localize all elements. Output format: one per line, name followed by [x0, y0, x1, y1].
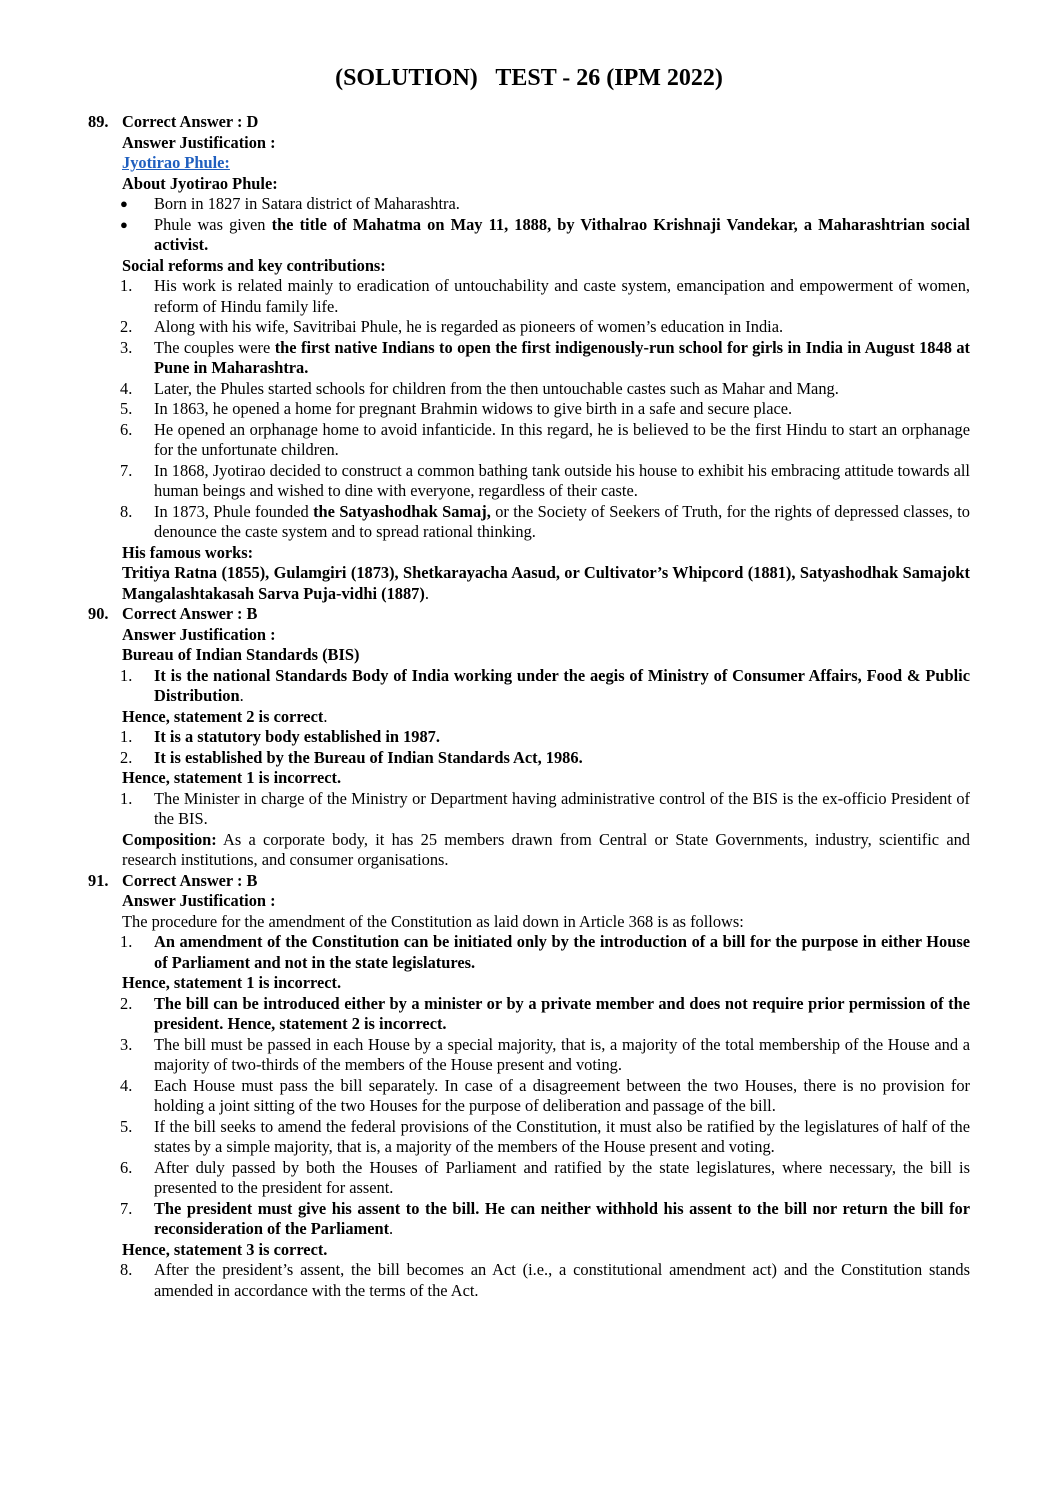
- q91-hence-3: Hence, statement 3 is correct.: [122, 1239, 328, 1259]
- list-item: 1. His work is related mainly to eradication of untouchability and caste system, emancipation and empowerment of women, reform of Hindu family life.: [120, 276, 970, 316]
- q91-correct-answer: Correct Answer : B: [122, 870, 258, 890]
- list-item: 2. Along with his wife, Savitribai Phule, he is regarded as pioneers of women’s education in India.: [120, 317, 784, 336]
- list-item: 4. Later, the Phules started schools for children from the then untouchable castes such as Mahar and Mang.: [120, 378, 839, 398]
- list-item: 7. The president must give his assent to the bill. He can neither withhold his assent to the bill nor return the bill for reconsideration of the Parliament.: [120, 1198, 970, 1238]
- q90-correct-answer: Correct Answer : B: [122, 604, 258, 623]
- q91-number: 91.: [88, 870, 109, 890]
- list-item: 7. In 1868, Jyotirao decided to construct a common bathing tank outside his house to exhibit his embracing attitude towards all human beings and wished to dine with everyone, regardless of their caste.: [120, 460, 970, 500]
- page-title: (SOLUTION) TEST - 26 (IPM 2022): [335, 65, 723, 91]
- q89-works: Tritiya Ratna (1855), Gulamgiri (1873), Shetkarayacha Aasud, or Cultivator’s Whipcord (1881), Satyashodhak Samajokt Mangalashtakasah Sarva Puja-vidhi (1887).: [122, 563, 970, 603]
- list-item: 2. The bill can be introduced either by a minister or by a private member and does not require prior permission of the president. Hence, statement 2 is incorrect.: [120, 993, 970, 1033]
- q89-reforms-heading: Social reforms and key contributions:: [122, 255, 386, 275]
- list-item: ● Phule was given the title of Mahatma on May 11, 1888, by Vithalrao Krishnaji Vandekar, a Maharashtrian social activist.: [120, 214, 970, 254]
- q90-answer: [88, 604, 970, 625]
- q89-works-heading: His famous works:: [122, 542, 254, 562]
- q90-justification-label: Answer Justification :: [122, 624, 276, 644]
- list-item: 3. The couples were the first native Indians to open the first indigenously-run school for girls in India in August 1848 at Pune in Maharashtra.: [120, 337, 970, 377]
- q89-correct-answer: Correct Answer : D: [122, 112, 259, 131]
- list-item: 8. In 1873, Phule founded the Satyashodhak Samaj, or the Society of Seekers of Truth, for the rights of depressed classes, to denounce the caste system and to spread rational thinking.: [120, 501, 970, 541]
- q89-about-heading: About Jyotirao Phule:: [122, 173, 278, 193]
- list-item: 1. It is the national Standards Body of India working under the aegis of Ministry of Consumer Affairs, Food & Public Distribution.: [120, 665, 970, 705]
- list-item: 5. If the bill seeks to amend the federal provisions of the Constitution, it must also be ratified by the legislatures of half of the states by a simple majority, that is, a majority of the members of the House present and voting.: [120, 1116, 970, 1156]
- list-item: 4. Each House must pass the bill separately. In case of a disagreement between the two Houses, there is no provision for holding a joint sitting of the two Houses for the purpose of deliberation and passage of the bill.: [120, 1075, 970, 1115]
- solution-content: [88, 112, 970, 1301]
- list-item: ● Born in 1827 in Satara district of Maharashtra.: [120, 194, 460, 213]
- q90-composition: Composition: As a corporate body, it has 25 members drawn from Central or State Governments, industry, scientific and research institutions, and consumer organisations.: [122, 829, 970, 869]
- list-item: 3. The bill must be passed in each House by a special majority, that is, a majority of the total membership of the House and a majority of two-thirds of the members of the House present and voting.: [120, 1034, 970, 1074]
- q90-hence-2: Hence, statement 2 is correct.: [122, 706, 328, 726]
- q91-answer: [88, 871, 970, 892]
- bullet-icon: ●: [120, 216, 128, 232]
- list-item: 6. He opened an orphanage home to avoid infanticide. In this regard, he is believed to be the first Hindu to start an orphanage for the unfortunate children.: [120, 419, 970, 459]
- q90-heading: Bureau of Indian Standards (BIS): [122, 645, 360, 664]
- bullet-icon: ●: [120, 196, 128, 211]
- q89-answer: [88, 112, 970, 133]
- list-item: 1. It is a statutory body established in 1987.: [120, 727, 440, 746]
- q89-number: 89.: [88, 112, 109, 131]
- list-item: 5. In 1863, he opened a home for pregnant Brahmin widows to give birth in a safe and secure place.: [120, 399, 793, 418]
- q90-hence-1: Hence, statement 1 is incorrect.: [122, 768, 342, 787]
- q91-intro: The procedure for the amendment of the Constitution as laid down in Article 368 is as follows:: [122, 911, 744, 931]
- list-item: 2. It is established by the Bureau of Indian Standards Act, 1986.: [120, 747, 583, 767]
- q91-hence-1: Hence, statement 1 is incorrect.: [122, 973, 342, 992]
- list-item: 1. The Minister in charge of the Ministry or Department having administrative control of the BIS is the ex-officio President of the BIS.: [120, 788, 970, 828]
- jyotirao-phule-link[interactable]: Jyotirao Phule:: [122, 153, 230, 172]
- q89-justification-label: Answer Justification :: [122, 132, 276, 152]
- list-item: 8. After the president’s assent, the bill becomes an Act (i.e., a constitutional amendment act) and the Constitution stands amended in accordance with the terms of the Act.: [120, 1260, 970, 1300]
- q91-justification-label: Answer Justification :: [122, 891, 276, 910]
- q90-number: 90.: [88, 604, 109, 623]
- list-item: 1. An amendment of the Constitution can be initiated only by the introduction of a bill for the purpose in either House of Parliament and not in the state legislatures.: [120, 932, 970, 972]
- list-item: 6. After duly passed by both the Houses of Parliament and ratified by the state legislatures, where necessary, the bill is presented to the president for assent.: [120, 1157, 970, 1197]
